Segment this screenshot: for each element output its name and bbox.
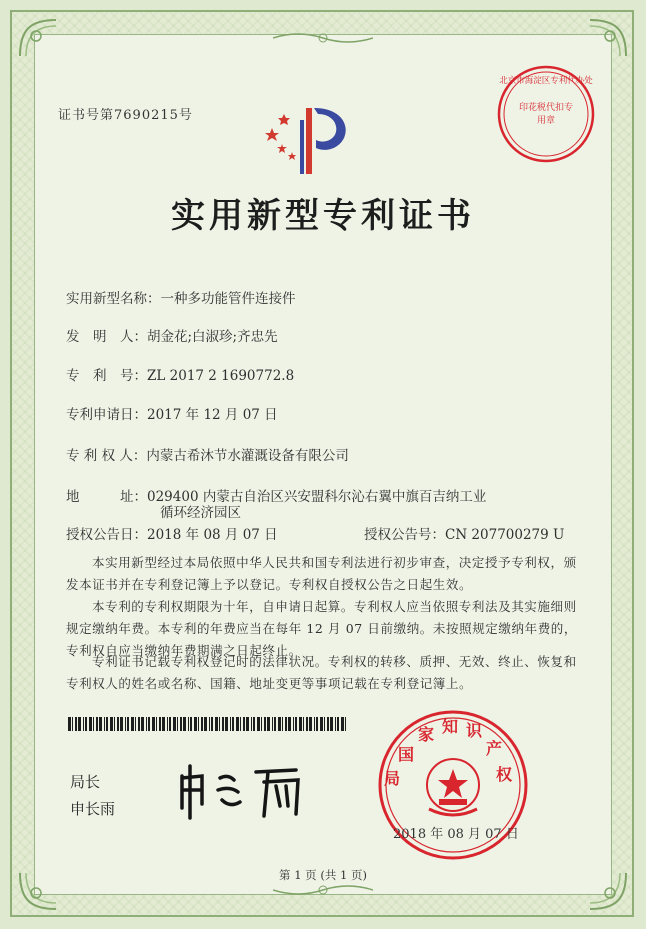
grant-number-label: 授权公告号：: [364, 527, 445, 543]
grant-number-row: [364, 523, 564, 543]
patentee-value: 内蒙古希沐节水灌溉设备有限公司: [146, 448, 349, 464]
certificate-number: 证书号第7690215号: [58, 108, 193, 123]
filing-date-value: 2017 年 12 月 07 日: [147, 407, 278, 423]
stamp-date: 2018 年 08 月 07 日: [393, 827, 519, 842]
page-number: 第 1 页 (共 1 页): [279, 868, 367, 882]
top-ornament-icon: [273, 30, 373, 46]
corner-ornament-icon: [584, 16, 630, 62]
paragraph-2: 本专利的专利权期限为十年，自申请日起算。专利权人应当依照专利法及其实施细则规定缴纳年费。本专利的年费应当在每年 12 月 07 日前缴纳。未按照规定缴纳年费的，专利权自应当缴纳年费期满之日起终止。: [66, 599, 578, 658]
address-label: 地 址：: [66, 489, 147, 505]
paragraph-3: 专利证书记载专利权登记时的法律状况。专利权的转移、质押、无效、终止、恢复和专利权人的姓名或名称、国籍、地址变更等事项记载在专利登记簿上。: [66, 654, 577, 691]
address-value-line1: 029400 内蒙古自治区兴安盟科尔沁右翼中旗百吉纳工业: [147, 489, 487, 505]
patent-number-row: [66, 364, 294, 384]
filing-date-label: 专利申请日：: [66, 407, 147, 423]
grant-date-label: 授权公告日：: [66, 527, 147, 543]
grant-date-value: 2018 年 08 月 07 日: [147, 527, 278, 543]
patentee-row: [66, 444, 349, 464]
cnipa-logo-icon: [262, 100, 354, 180]
paragraph-1: 本实用新型经过本局依照中华人民共和国专利法进行初步审查，决定授予专利权，颁发本证书并在专利登记簿上予以登记。专利权自授权公告之日起生效。: [66, 555, 577, 592]
patent-number-value: ZL 2017 2 1690772.8: [147, 368, 295, 384]
inventor-label: 发 明 人：: [66, 329, 147, 345]
utility-model-name-label: 实用新型名称：: [66, 291, 161, 307]
agency-seal-text: 北京市海淀区专利代办处 印花税代扣专用章: [499, 76, 593, 126]
utility-model-name-value: 一种多功能管件连接件: [160, 291, 296, 307]
grant-number-value: CN 207700279 U: [445, 527, 565, 543]
director-signature: [168, 756, 318, 826]
bottom-ornament-icon: [273, 882, 373, 898]
grant-date-row: [66, 523, 278, 543]
director-name: 申长雨: [70, 800, 116, 818]
patent-number-label: 专 利 号：: [66, 368, 147, 384]
address-row: [66, 485, 486, 505]
barcode-icon: [68, 717, 350, 731]
corner-ornament-icon: [16, 16, 62, 62]
inventor-value: 胡金花;白淑珍;齐忠先: [147, 329, 278, 345]
utility-model-name-row: [66, 287, 296, 307]
address-value-line2: 循环经济园区: [160, 505, 241, 521]
director-title: 局长: [70, 773, 101, 791]
patentee-label: 专 利 权 人：: [66, 448, 147, 464]
official-seal-text: 国 家 知 识 产 权 局: [384, 717, 513, 788]
inventor-row: [66, 325, 278, 345]
filing-date-row: [66, 403, 278, 423]
certificate-title: 实用新型专利证书: [171, 196, 475, 236]
